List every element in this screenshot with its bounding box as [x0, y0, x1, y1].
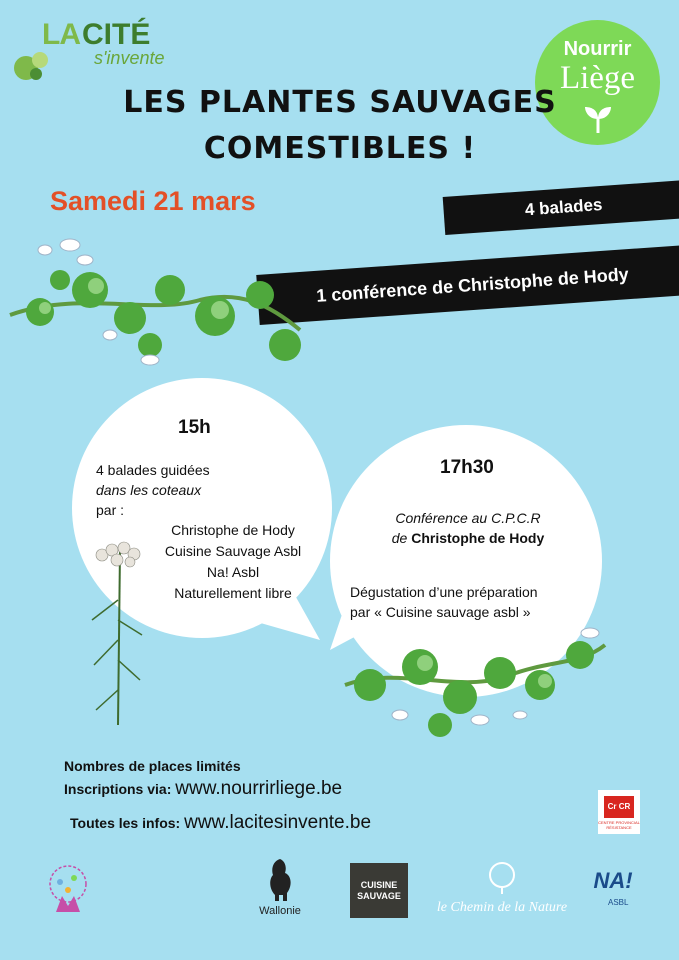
badge-line2: Liège: [559, 60, 636, 96]
left-intro-line1: 4 balades guidées: [96, 462, 210, 478]
left-intro-line3: par :: [96, 502, 125, 518]
cpcr-subtitle: CENTRE PROVINCIAL RÉSISTANCE: [598, 820, 640, 830]
cuisine-sauvage-logo: [350, 863, 408, 918]
degustation-line2: par « Cuisine sauvage asbl »: [350, 604, 531, 620]
cpcr-mark: Cr CR: [604, 796, 634, 818]
degustation-info: [350, 582, 600, 622]
la-cite-sinvente-logo: [12, 18, 182, 83]
guide-name: Na! Asbl: [206, 564, 260, 580]
guide-name: Christophe de Hody: [171, 522, 295, 538]
guide-name: Cuisine Sauvage Asbl: [164, 543, 302, 559]
guide-name: Naturellement libre: [174, 585, 292, 601]
inscriptions-label: Inscriptions via:: [64, 781, 172, 797]
logo-sinvente: s'invente: [94, 48, 165, 68]
lower-plant-illustration: [340, 625, 610, 745]
tree-hands-logo-icon: [38, 862, 98, 917]
yarrow-illustration: [82, 540, 152, 730]
rooster-icon: [265, 855, 295, 903]
infos-line: [70, 812, 371, 834]
conference-line1: Conférence au C.P.C.R: [395, 510, 541, 526]
left-intro-line2: dans les coteaux: [96, 482, 202, 498]
conference-info: [348, 508, 588, 548]
infos-url[interactable]: www.lacitesinvente.be: [184, 812, 372, 833]
logo-la: LA: [42, 18, 80, 51]
na-asbl-text: ASBL: [608, 898, 629, 907]
conference-band: 1 conférence de Christophe de Hody: [256, 245, 679, 325]
tree-icon: [487, 862, 517, 894]
cuisine-line1: CUISINE: [360, 880, 398, 890]
inscriptions-url[interactable]: www.nourrirliege.be: [175, 778, 343, 799]
inscriptions-line: [64, 778, 342, 800]
na-text: NA!: [593, 868, 633, 893]
conference-line2: [348, 528, 588, 548]
poster-title: [60, 80, 620, 172]
na-asbl-logo: [588, 858, 638, 913]
chemin-de-la-nature-logo: [432, 860, 572, 920]
logo-cite: CITÉ: [82, 18, 151, 51]
conference-speaker: Christophe de Hody: [411, 530, 545, 546]
conference-prefix: de: [391, 530, 412, 546]
wallonie-text: Wallonie: [259, 905, 301, 917]
cuisine-line2: SAUVAGE: [357, 891, 401, 901]
event-date: Samedi 21 mars: [50, 186, 256, 216]
guide-names: [138, 520, 328, 604]
degustation-line1: Dégustation d’une préparation: [350, 584, 538, 600]
title-line1: LES PLANTES SAUVAGES: [123, 85, 557, 120]
badge-line1: Nourrir: [563, 38, 632, 60]
infos-label: Toutes les infos:: [70, 815, 181, 831]
cpcr-logo: [598, 790, 640, 834]
left-intro: [96, 460, 316, 520]
wallonie-logo: [255, 855, 305, 920]
upper-plant-illustration: [0, 220, 330, 370]
chemin-text: le Chemin de la Nature: [436, 900, 568, 915]
title-line2: COMESTIBLES !: [203, 131, 477, 166]
balades-band: 4 balades: [443, 180, 679, 235]
right-time: 17h30: [440, 457, 494, 478]
left-time: 15h: [178, 417, 211, 438]
places-limited: Nombres de places limités: [64, 758, 241, 774]
